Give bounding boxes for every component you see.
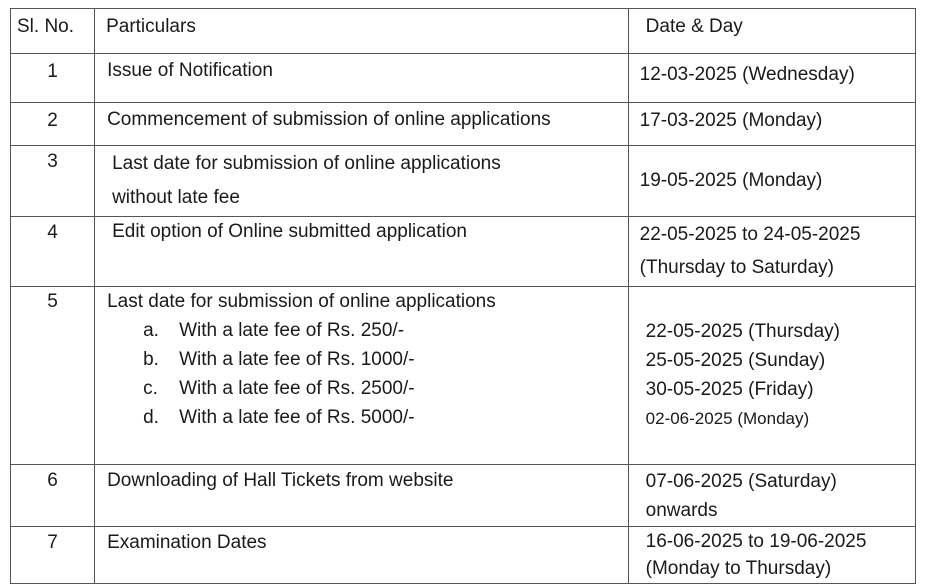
sub-item-marker: d. bbox=[143, 407, 159, 428]
sl-number: 7 bbox=[11, 527, 95, 584]
date-text: 22-05-2025 to 24-05-2025 bbox=[639, 224, 861, 245]
sub-item bbox=[107, 374, 628, 403]
sub-item-text: With a late fee of Rs. 2500/- bbox=[179, 378, 415, 399]
sub-item-marker: b. bbox=[143, 349, 159, 370]
date-text: (Monday to Thursday) bbox=[645, 558, 832, 579]
sl-number: 3 bbox=[11, 146, 95, 217]
date-text: 22-05-2025 (Thursday) bbox=[645, 321, 840, 342]
date-cell bbox=[628, 217, 915, 287]
header-sl-no: Sl. No. bbox=[11, 9, 95, 54]
date-text: 30-05-2025 (Friday) bbox=[645, 379, 814, 400]
date-text: 17-03-2025 (Monday) bbox=[628, 103, 915, 146]
date-text: 19-05-2025 (Monday) bbox=[628, 146, 915, 217]
header-date-day: Date & Day bbox=[628, 9, 915, 54]
table-row bbox=[11, 465, 916, 527]
particular-text: Edit option of Online submitted application bbox=[95, 217, 629, 287]
date-text: 07-06-2025 (Saturday) bbox=[645, 471, 837, 492]
sl-number: 1 bbox=[11, 54, 95, 103]
sl-number: 6 bbox=[11, 465, 95, 527]
date-cell bbox=[628, 287, 915, 465]
sub-item bbox=[107, 403, 628, 432]
particular-text: Last date for submission of online applications bbox=[112, 153, 501, 174]
particular-text: Commencement of submission of online applications bbox=[95, 103, 629, 146]
table-row bbox=[11, 287, 916, 465]
table-row bbox=[11, 217, 916, 287]
date-text: (Thursday to Saturday) bbox=[639, 257, 834, 278]
date-text: 16-06-2025 to 19-06-2025 bbox=[645, 531, 867, 552]
header-particulars: Particulars bbox=[95, 9, 629, 54]
table-row bbox=[11, 54, 916, 103]
date-text: onwards bbox=[645, 500, 718, 521]
sub-item-text: With a late fee of Rs. 1000/- bbox=[179, 349, 415, 370]
particular-text: Examination Dates bbox=[95, 527, 629, 584]
date-text: 25-05-2025 (Sunday) bbox=[645, 350, 826, 371]
header-row bbox=[11, 9, 916, 54]
particular-text: Issue of Notification bbox=[95, 54, 629, 103]
sl-number: 4 bbox=[11, 217, 95, 287]
date-text: 12-03-2025 (Wednesday) bbox=[628, 54, 915, 103]
sub-item bbox=[107, 316, 628, 345]
particular-cell bbox=[95, 287, 629, 465]
date-cell bbox=[628, 527, 915, 584]
sub-item-text: With a late fee of Rs. 5000/- bbox=[179, 407, 415, 428]
sub-item-text: With a late fee of Rs. 250/- bbox=[179, 320, 405, 341]
sub-item-marker: c. bbox=[143, 378, 158, 399]
schedule-table bbox=[10, 8, 916, 584]
sub-item bbox=[107, 345, 628, 374]
particular-cell bbox=[95, 146, 629, 217]
particular-text: without late fee bbox=[112, 187, 240, 208]
table-row bbox=[11, 103, 916, 146]
particular-text: Last date for submission of online applications bbox=[107, 291, 496, 312]
particular-text: Downloading of Hall Tickets from website bbox=[95, 465, 629, 527]
table-row bbox=[11, 146, 916, 217]
table-row bbox=[11, 527, 916, 584]
date-cell bbox=[628, 465, 915, 527]
sl-number: 2 bbox=[11, 103, 95, 146]
date-text: 02-06-2025 (Monday) bbox=[645, 409, 810, 428]
sub-item-marker: a. bbox=[143, 320, 159, 341]
sl-number: 5 bbox=[11, 287, 95, 465]
